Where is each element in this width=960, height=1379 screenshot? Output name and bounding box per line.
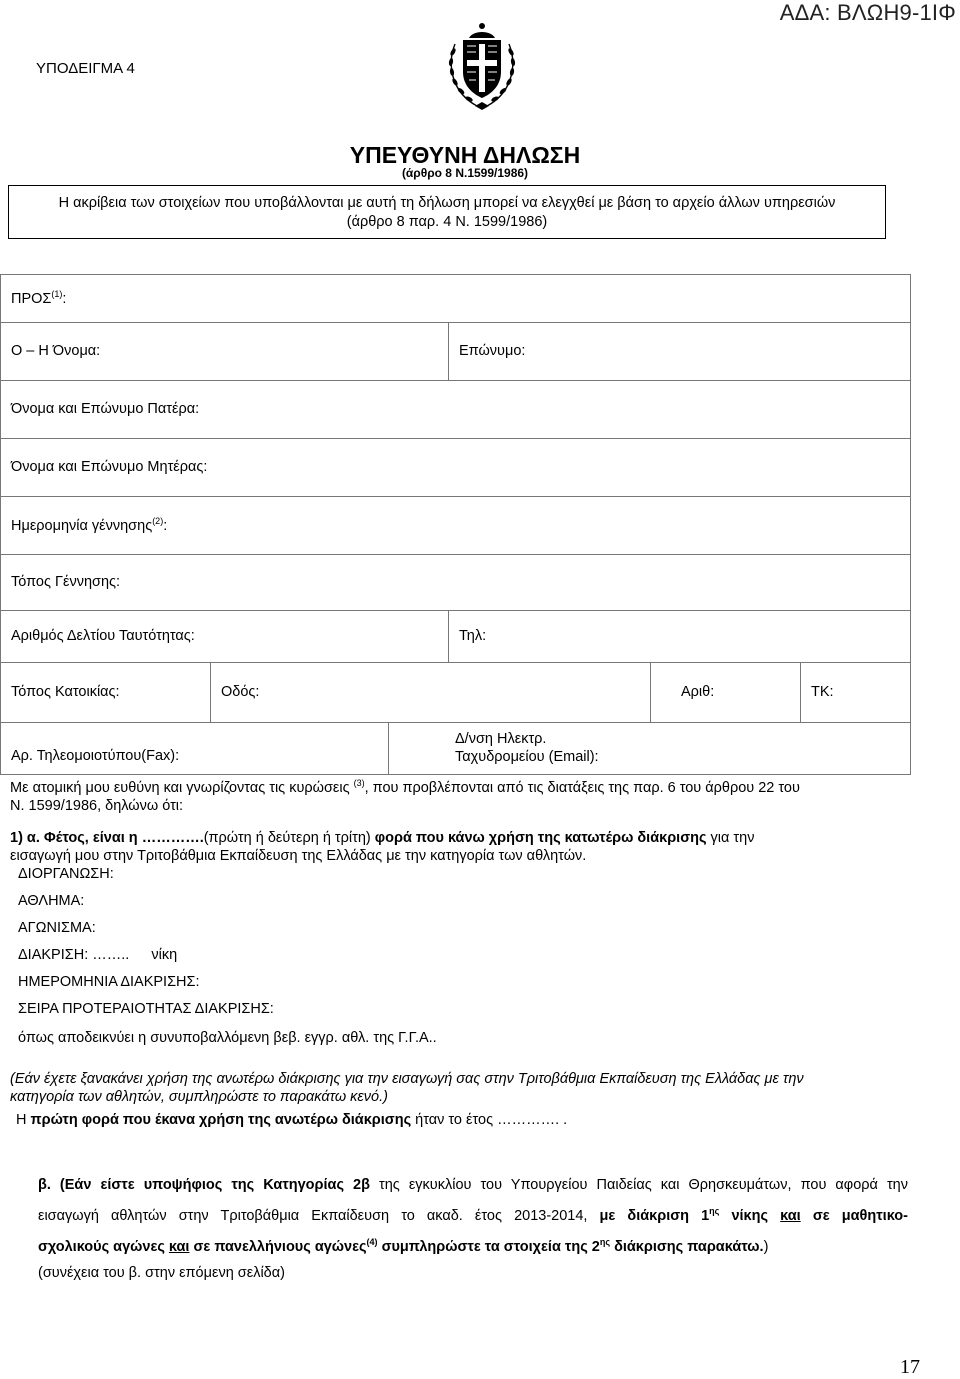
mother-field[interactable] — [1, 438, 911, 496]
sport-line: ΑΘΛΗΜΑ: — [18, 893, 85, 909]
item-b-text-b: εισαγωγή αθλητών στην Τριτοβάθμια Εκπαίδευση το ακαδ. έτος 2013-2014, — [38, 1207, 588, 1224]
birthdate-label: Ημερομηνία γέννησης — [11, 517, 153, 534]
form-row-father — [1, 380, 911, 438]
postcode-label: ΤΚ: — [811, 684, 834, 700]
distinction-label: ΔΙΑΚΡΙΣΗ: …….. — [18, 947, 130, 963]
page-number: 17 — [900, 1356, 920, 1378]
item1-text-a: (πρώτη ή δεύτερη ή τρίτη) — [203, 830, 371, 846]
item1-bold-a: 1) α. Φέτος, είναι η …………. — [10, 830, 204, 846]
form-row-contact — [1, 722, 911, 774]
declaration-intro-b: , που προβλέπονται από τις διατάξεις της παρ. 6 του άρθρου 22 του — [364, 779, 800, 796]
event-line: ΑΓΩΝΙΣΜΑ: — [18, 920, 96, 936]
form-row-id — [1, 610, 911, 662]
item-b-bold-f: σε πανελλήνιους αγώνες — [193, 1238, 367, 1255]
phone-label: Τηλ: — [459, 628, 487, 644]
phone-field[interactable] — [449, 610, 911, 662]
previous-use-note — [10, 1070, 890, 1106]
declaration-item-b — [38, 1172, 908, 1286]
number-field[interactable] — [651, 662, 801, 722]
form-row-name — [1, 322, 911, 380]
distinction-date-line: ΗΜΕΡΟΜΗΝΙΑ ΔΙΑΚΡΙΣΗΣ: — [18, 974, 200, 990]
email-label-line1: Δ/νση Ηλεκτρ. — [455, 731, 547, 747]
item-b-line2 — [38, 1198, 908, 1229]
fax-label: Αρ. Τηλεομοιοτύπου(Fax): — [11, 748, 180, 764]
residence-field[interactable] — [1, 662, 211, 722]
form-row-residence — [1, 662, 911, 722]
page-subtitle: (άρθρο 8 Ν.1599/1986) — [401, 166, 529, 180]
item-b-line3 — [38, 1229, 908, 1260]
postcode-field[interactable] — [801, 662, 911, 722]
item-b-and-1: και — [780, 1207, 801, 1224]
surname-label: Επώνυμο: — [459, 343, 526, 359]
form-row-birthdate — [1, 496, 911, 554]
email-label-line2: Ταχυδρομείου (Email): — [455, 749, 599, 765]
item-b-and-2: και — [168, 1238, 190, 1255]
form-row-mother — [1, 438, 911, 496]
recipient-note: (1) — [51, 289, 63, 300]
accuracy-notice — [8, 185, 886, 239]
item-b-bold-h: διάκρισης παρακάτω. — [614, 1238, 764, 1255]
item1-bold-b: φορά που κάνω χρήση της κατωτέρω διάκρισης — [374, 830, 707, 846]
item-b-bold-d: σε μαθητικο- — [812, 1207, 908, 1224]
declaration-item1 — [10, 829, 890, 865]
accuracy-notice-line1: Η ακρίβεια των στοιχείων που υποβάλλονται με αυτή τη δήλωση μπορεί να ελεγχθεί με βάση το αρχείο άλλων υπηρεσιών — [58, 195, 836, 211]
item-b-continued: (συνέχεια του β. στην επόμενη σελίδα) — [38, 1264, 285, 1281]
first-use-line — [16, 1111, 896, 1129]
recipient-field[interactable]: ΠΡΟΣ$^{(1)}$: — [1, 274, 911, 322]
distinction-line — [18, 947, 177, 963]
birthdate-field[interactable]: Ημερομηνία γέννησης$^{(2)}$: — [1, 496, 911, 554]
template-label: ΥΠΟΔΕΙΓΜΑ 4 — [36, 60, 135, 77]
item1-text-b: για την — [710, 830, 755, 846]
item-b-line1 — [38, 1172, 908, 1198]
item-b-sup1: ης — [709, 1206, 720, 1216]
number-label: Αριθ: — [681, 684, 715, 700]
fax-field[interactable] — [1, 722, 389, 774]
email-field[interactable] — [389, 722, 911, 774]
father-field[interactable] — [1, 380, 911, 438]
item-b-bold-g: συμπληρώστε τα στοιχεία της 2 — [381, 1238, 600, 1255]
birthdate-note: (2) — [152, 516, 164, 527]
item-b-bold-a: β. (Εάν είστε υποψήφιος της Κατηγορίας 2β — [38, 1177, 370, 1193]
name-label: Ο – Η Όνομα: — [11, 343, 101, 359]
id-field[interactable] — [1, 610, 449, 662]
item-b-end: ) — [763, 1238, 769, 1255]
declaration-intro-a: Με ατομική μου ευθύνη και γνωρίζοντας τις κυρώσεις — [10, 779, 350, 796]
note-italic-line1: (Εάν έχετε ξανακάνει χρήση της ανωτέρω διάκρισης για την εισαγωγή σας στην Τριτοβάθμια Εκπαίδευση της Ελλάδας με την — [10, 1071, 804, 1087]
item-b-bold-c: νίκης — [731, 1207, 769, 1224]
accuracy-notice-line2: (άρθρο 8 παρ. 4 Ν. 1599/1986) — [346, 214, 548, 230]
declarant-form — [0, 262, 911, 775]
id-label: Αριθμός Δελτίου Ταυτότητας: — [11, 628, 195, 644]
organisation-line: ΔΙΟΡΓΑΝΩΣΗ: — [18, 866, 114, 882]
item-b-sup2: (4) — [366, 1236, 378, 1247]
first-use-a: Η — [16, 1112, 27, 1128]
street-field[interactable] — [211, 662, 651, 722]
name-field[interactable] — [1, 322, 449, 380]
item-b-bold-e: σχολικούς αγώνες — [38, 1238, 165, 1255]
item-b-text-a: της εγκυκλίου του Υπουργείου Παιδείας και Θρησκευμάτων, που αφορά την — [379, 1177, 908, 1193]
form-row-recipient — [1, 274, 911, 322]
first-use-b: ήταν το έτος …………. . — [415, 1112, 568, 1128]
birthplace-field[interactable] — [1, 554, 911, 610]
distinction-value: νίκη — [151, 947, 178, 963]
declaration-intro-note: (3) — [353, 778, 365, 788]
birthplace-label: Τόπος Γέννησης: — [11, 574, 121, 590]
declaration-intro — [10, 774, 890, 815]
form-row-birthplace — [1, 554, 911, 610]
mother-label: Όνομα και Επώνυμο Μητέρας: — [11, 459, 208, 475]
item1-text-c: εισαγωγή μου στην Τριτοβάθμια Εκπαίδευση της Ελλάδας με την κατηγορία των αθλητών. — [10, 848, 587, 864]
declaration-intro-c: Ν. 1599/1986, δηλώνω ότι: — [10, 797, 184, 814]
father-label: Όνομα και Επώνυμο Πατέρα: — [11, 401, 200, 417]
note-italic-line2: κατηγορία των αθλητών, συμπληρώστε το παρακάτω κενό.) — [10, 1089, 388, 1105]
surname-field[interactable] — [449, 322, 911, 380]
proof-line: όπως αποδεικνύει η συνυποβαλλόμενη βεβ. εγγρ. αθλ. της Γ.Γ.Α.. — [18, 1030, 437, 1046]
recipient-label: ΠΡΟΣ — [11, 290, 52, 307]
page-title: ΥΠΕΥΘΥΝΗ ΔΗΛΩΣΗ — [349, 142, 581, 168]
residence-label: Τόπος Κατοικίας: — [11, 684, 120, 700]
item-b-bold-b: με διάκριση 1 — [599, 1207, 710, 1224]
item-b-sup3: ης — [599, 1236, 611, 1247]
greek-emblem-icon — [443, 14, 521, 118]
first-use-bold: πρώτη φορά που έκανα χρήση της ανωτέρω διάκρισης — [30, 1112, 412, 1128]
street-label: Οδός: — [221, 684, 260, 700]
ada-code: ΑΔΑ: ΒΛΩΗ9-1ΙΦ — [779, 0, 956, 25]
rank-line: ΣΕΙΡΑ ΠΡΟΤΕΡΑΙΟΤΗΤΑΣ ΔΙΑΚΡΙΣΗΣ: — [18, 1001, 274, 1017]
